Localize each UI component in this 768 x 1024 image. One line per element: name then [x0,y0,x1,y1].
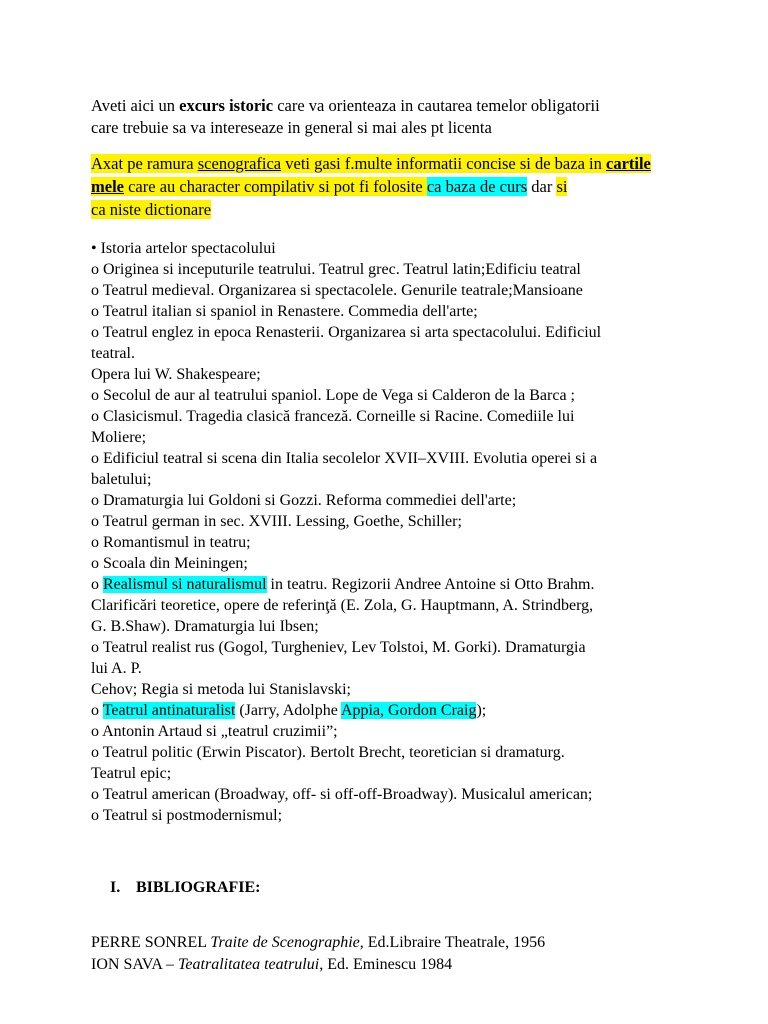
intro-paragraph [91,95,681,139]
list-item: o Teatrul medieval. Organizarea si spectacolele. Genurile teatrale;Mansioane [91,282,583,299]
bibliography-entry [91,954,681,976]
heading-text: BIBLIOGRAFIE: [136,879,261,896]
highlighted-text: veti gasi f.multe informatii concise si de baza in [281,154,606,173]
list-item: o Teatrul si postmodernismul; [91,807,283,824]
list-item-text: o [91,576,103,593]
course-topics-list [91,238,681,826]
list-item-text: in teatru. Regizorii Andree Antoine si Otto Brahm. [266,576,595,593]
list-item: o Clasicismul. Tragedia clasică franceză. Corneille si Racine. Comediile lui [91,408,575,425]
list-item: • Istoria artelor spectacolului [91,240,276,257]
heading-number: I. [110,879,121,896]
list-item: o Originea si inceputurile teatrului. Teatrul grec. Teatrul latin;Edificiu teatral [91,261,581,278]
list-item: o Teatrul italian si spaniol in Renastere. Commedia dell'arte; [91,303,478,320]
list-item: o Dramaturgia lui Goldoni si Gozzi. Reforma commediei dell'arte; [91,492,517,509]
highlighted-text: care au character compilativ si pot fi folosite [123,177,427,196]
bibliography-heading [110,879,260,897]
list-item: Moliere; [91,429,147,446]
highlighted-text: si [556,177,568,196]
list-item: o Antonin Artaud si „teatrul cruzimii”; [91,723,338,740]
list-item: o Scoala din Meiningen; [91,555,248,572]
highlighted-text: Axat pe ramura [91,154,198,173]
plain-text: dar [527,177,557,196]
entry-title: Teatralitatea teatrului [178,956,320,973]
list-item: Clarificări teoretice, opere de referinţă (E. Zola, G. Hauptmann, A. Strindberg, [91,597,594,614]
list-item-text: ); [476,702,487,719]
list-item: o Edificiul teatral si scena din Italia secolelor XVII–XVIII. Evolutia operei si a [91,450,598,467]
highlighted-paragraph [91,152,681,221]
list-item [91,700,681,721]
cyan-highlighted-text: ca baza de curs [426,177,528,196]
entry-author: PERRE SONREL [91,934,211,951]
list-item: o Teatrul realist rus (Gogol, Turgheniev, Lev Tolstoi, M. Gorki). Dramaturgia [91,639,586,656]
bibliography-entry [91,932,681,954]
highlighted-underlined-text: cartile mele [91,154,651,196]
entry-title: Traite de Scenographie [210,934,360,951]
list-item: Cehov; Regia si metoda lui Stanislavski; [91,681,351,698]
entry-publisher: , Ed. Eminescu 1984 [319,956,453,973]
list-item-text: (Jarry, Adolphe [235,702,341,719]
list-item: G. B.Shaw). Dramaturgia lui Ibsen; [91,618,319,635]
highlighted-text: ca niste dictionare [91,200,212,219]
list-item: o Teatrul politic (Erwin Piscator). Bertolt Brecht, teoretician si dramaturg. [91,744,565,761]
intro-text: care va orienteaza in cautarea temelor obligatorii [273,96,600,115]
cyan-highlighted-text: Teatrul antinaturalist [102,702,236,719]
highlighted-underlined-text: scenografica [197,154,282,173]
list-item: o Teatrul american (Broadway, off- si off-off-Broadway). Musicalul american; [91,786,593,803]
cyan-highlighted-text: Appia, Gordon Craig [340,702,477,719]
cyan-highlighted-text: Realismul si naturalismul [103,576,267,593]
list-item: o Teatrul german in sec. XVIII. Lessing, Goethe, Schiller; [91,513,462,530]
list-item: o Romantismul in teatru; [91,534,251,551]
list-item: o Teatrul englez in epoca Renasterii. Organizarea si arta spectacolului. Edificiul [91,324,602,341]
intro-text: Aveti aici un [91,96,180,115]
list-item: o Secolul de aur al teatrului spaniol. Lope de Vega si Calderon de la Barca ; [91,387,575,404]
list-item: baletului; [91,471,152,488]
list-item: Opera lui W. Shakespeare; [91,366,261,383]
list-item [91,574,681,595]
list-item: teatral. [91,345,135,362]
intro-text: care trebuie sa va intereseaze in general si mai ales pt licenta [91,118,492,137]
list-item: Teatrul epic; [91,765,172,782]
entry-author: ION SAVA – [91,956,178,973]
list-item-text: o [91,702,103,719]
list-item: lui A. P. [91,660,142,677]
entry-publisher: , Ed.Libraire Theatrale, 1956 [359,934,546,951]
bibliography-list [91,932,681,976]
intro-bold-term: excurs istoric [179,96,274,115]
